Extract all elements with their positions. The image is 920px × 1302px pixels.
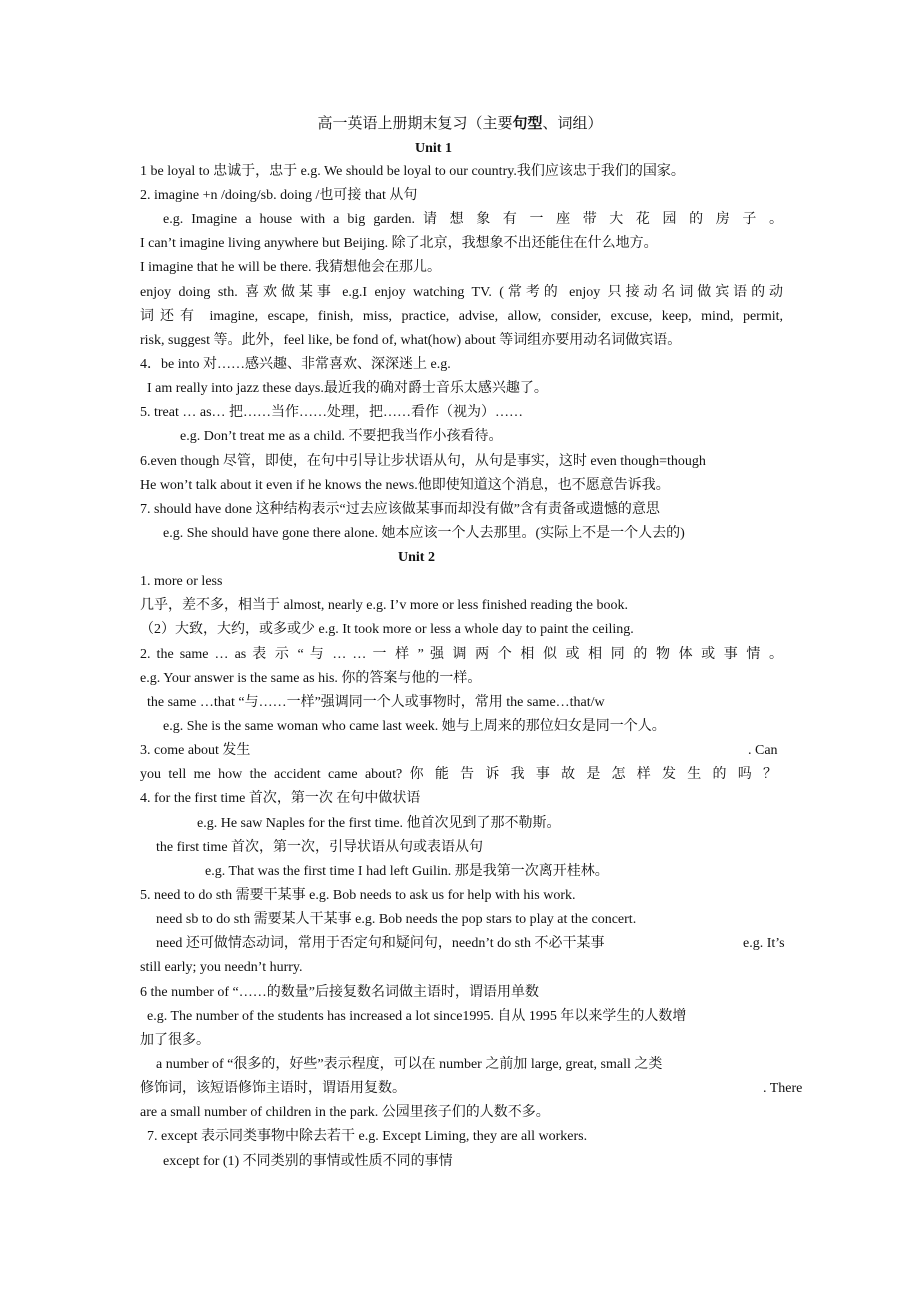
- u1-line-7: 词还有 imagine, escape, finish, miss, practice, advise, allow, consider, excuse, keep, mind, permit,: [140, 309, 783, 324]
- u1-line-3: e.g. Imagine a house with a big garden. 请 想 象 有 一 座 带 大 花 园 的 房 子 。: [163, 212, 783, 227]
- u2-line-8: 3. come about 发生: [140, 743, 251, 758]
- u2-line-22: 修饰词，该短语修饰主语时，谓语用复数。: [140, 1081, 406, 1096]
- u2-line-7: e.g. She is the same woman who came last week. 她与上周来的那位妇女是同一个人。: [163, 719, 666, 734]
- u1-line-4: I can’t imagine living anywhere but Beijing. 除了北京，我想象不出还能住在什么地方。: [140, 236, 658, 251]
- u2-line-10: 4. for the first time 首次，第一次 在句中做状语: [140, 791, 421, 806]
- u2-line-11: e.g. He saw Naples for the first time. 他首次见到了那不勒斯。: [197, 816, 561, 831]
- u1-line-15: 7. should have done 这种结构表示“过去应该做某事而却没有做”含有责备或遗憾的意思: [140, 502, 660, 517]
- u2-line-16: need 还可做情态动词，常用于否定句和疑问句，needn’t do sth 不必干某事: [156, 936, 605, 951]
- u2-line-24: 7. except 表示同类事物中除去若干 e.g. Except Liming, they are all workers.: [147, 1129, 588, 1144]
- u2-line-9: you tell me how the accident came about? 你 能 告 诉 我 事 故 是 怎 样 发 生 的 吗 ？: [140, 767, 777, 782]
- u2-line-18: 6 the number of “……的数量”后接复数名词做主语时，谓语用单数: [140, 985, 539, 1000]
- u2-line-15: need sb to do sth 需要某人干某事 e.g. Bob needs the pop stars to play at the concert.: [156, 912, 637, 927]
- u1-line-10: I am really into jazz these days.最近我的确对爵士音乐太感兴趣了。: [147, 381, 548, 396]
- u1-line-1: 1 be loyal to 忠诚于，忠于 e.g. We should be loyal to our country.我们应该忠于我们的国家。: [140, 164, 685, 179]
- u1-line-14: He won’t talk about it even if he knows the news.他即使知道这个消息，也不愿意告诉我。: [140, 478, 670, 493]
- u1-line-13: 6.even though 尽管，即使，在句中引导让步状语从句，从句是事实，这时 even though=though: [140, 454, 706, 469]
- u1-line-5: I imagine that he will be there. 我猜想他会在那儿。: [140, 260, 441, 275]
- u1-line-11: 5. treat … as… 把……当作……处理，把……看作（视为）……: [140, 405, 524, 420]
- u2-line-14: 5. need to do sth 需要干某事 e.g. Bob needs to ask us for help with his work.: [140, 888, 576, 903]
- u1-line-12: e.g. Don’t treat me as a child. 不要把我当作小孩看待。: [180, 429, 503, 444]
- title-text-end: 、词组）: [542, 116, 603, 132]
- u2-line-6: the same …that “与……一样”强调同一个人或事物时，常用 the same…that/w: [147, 695, 605, 710]
- u2-line-5: e.g. Your answer is the same as his. 你的答案与他的一样。: [140, 671, 482, 686]
- page-title: [0, 114, 920, 134]
- unit-2-heading: Unit 2: [398, 550, 435, 565]
- u2-line-3: （2）大致，大约，或多或少 e.g. It took more or less a whole day to paint the ceiling.: [140, 622, 634, 637]
- u2-line-8-end: . Can: [748, 743, 778, 758]
- u1-line-2: 2. imagine +n /doing/sb. doing /也可接 that 从句: [140, 188, 418, 203]
- u2-line-12: the first time 首次，第一次，引导状语从句或表语从句: [156, 840, 484, 855]
- u1-line-9: 4．be into 对……感兴趣、非常喜欢、深深迷上 e.g.: [140, 357, 451, 372]
- u2-line-4: 2. the same … as 表 示 “ 与 … … 一 样 ” 强 调 两 个 相 似 或 相 同 的 物 体 或 事 情 。: [140, 647, 783, 662]
- u2-line-1: 1. more or less: [140, 574, 223, 589]
- u2-line-13: e.g. That was the first time I had left Guilin. 那是我第一次离开桂林。: [205, 864, 609, 879]
- u1-line-8: risk, suggest 等。此外，feel like, be fond of, what(how) about 等词组亦要用动名词做宾语。: [140, 333, 682, 348]
- u2-line-21: a number of “很多的，好些”表示程度，可以在 number 之前加 large, great, small 之类: [156, 1057, 663, 1072]
- u2-line-25: except for (1) 不同类别的事情或性质不同的事情: [163, 1154, 453, 1169]
- u1-line-6: enjoy doing sth. 喜欢做某事 e.g.I enjoy watching TV. (常考的 enjoy 只接动名词做宾语的动: [140, 285, 783, 300]
- u2-line-23: are a small number of children in the park. 公园里孩子们的人数不多。: [140, 1105, 550, 1120]
- u1-line-16: e.g. She should have gone there alone. 她本应该一个人去那里。(实际上不是一个人去的): [163, 526, 685, 541]
- u2-line-16-end: e.g. It’s: [743, 936, 785, 951]
- u2-line-2: 几乎，差不多，相当于 almost, nearly e.g. I’v more or less finished reading the book.: [140, 598, 628, 613]
- unit-1-heading: Unit 1: [415, 141, 452, 156]
- u2-line-17: still early; you needn’t hurry.: [140, 960, 303, 975]
- u2-line-22-end: . There: [763, 1081, 803, 1096]
- title-text: 高一英语上册期末复习（主要: [317, 116, 513, 132]
- u2-line-20: 加了很多。: [140, 1033, 210, 1048]
- title-bold-text: 句型: [512, 116, 543, 132]
- u2-line-19: e.g. The number of the students has increased a lot since1995. 自从 1995 年以来学生的人数增: [147, 1009, 687, 1024]
